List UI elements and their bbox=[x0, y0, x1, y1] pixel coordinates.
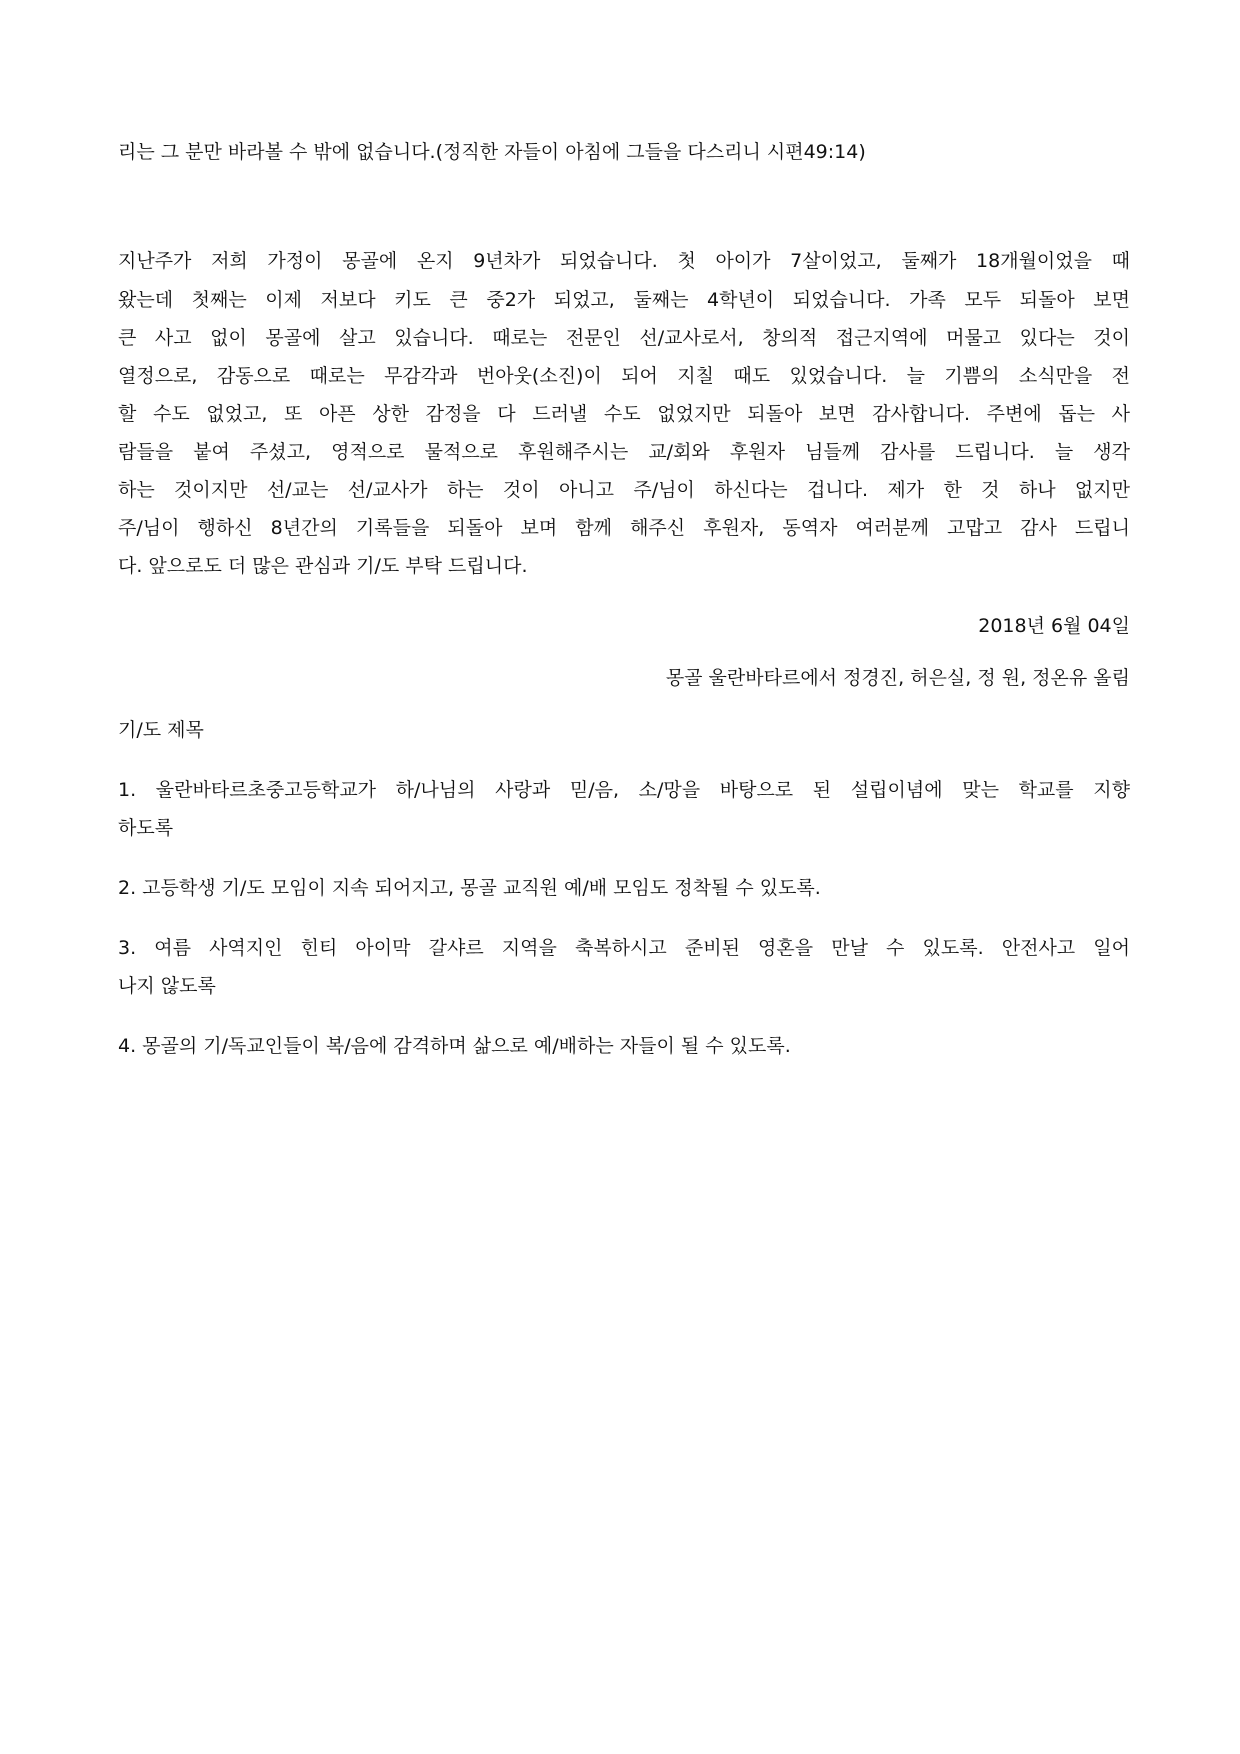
prayer-item-line: 하도록 bbox=[118, 817, 174, 839]
letter-date: 2018년 6월 04일 bbox=[978, 615, 1130, 637]
prayer-item-line: 3. 여름 사역지인 힌티 아이막 갈샤르 지역을 축복하시고 준비된 영혼을 만날 수 있도록. 안전사고 일어 bbox=[118, 937, 1130, 959]
letter-line: 람들을 붙여 주셨고, 영적으로 물적으로 후원해주시는 교/회와 후원자 님들께 감사를 드립니다. 늘 생각 bbox=[118, 441, 1130, 463]
letter-line: 할 수도 없었고, 또 아픈 상한 감정을 다 드러낼 수도 없었지만 되돌아 보면 감사합니다. 주변에 돕는 사 bbox=[118, 403, 1130, 425]
prayer-heading: 기/도 제목 bbox=[118, 719, 204, 741]
letter-line: 주/님이 행하신 8년간의 기록들을 되돌아 보며 함께 해주신 후원자, 동역자 여러분께 고맙고 감사 드립니 bbox=[118, 517, 1130, 539]
prayer-item-line: 2. 고등학생 기/도 모임이 지속 되어지고, 몽골 교직원 예/배 모임도 정착될 수 있도록. bbox=[118, 877, 821, 899]
letter-line: 하는 것이지만 선/교는 선/교사가 하는 것이 아니고 주/님이 하신다는 겁니다. 제가 한 것 하나 없지만 bbox=[118, 479, 1130, 501]
letter-line: 다. 앞으로도 더 많은 관심과 기/도 부탁 드립니다. bbox=[118, 555, 528, 577]
letter-line: 큰 사고 없이 몽골에 살고 있습니다. 때로는 전문인 선/교사로서, 창의적 접근지역에 머물고 있다는 것이 bbox=[118, 327, 1130, 349]
prayer-item-line: 1. 울란바타르초중고등학교가 하/나님의 사랑과 믿/음, 소/망을 바탕으로 된 설립이념에 맞는 학교를 지향 bbox=[118, 779, 1130, 801]
intro-line: 리는 그 분만 바라볼 수 밖에 없습니다.(정직한 자들이 아침에 그들을 다스리니 시편49:14) bbox=[118, 141, 866, 163]
letter-line: 왔는데 첫째는 이제 저보다 키도 큰 중2가 되었고, 둘째는 4학년이 되었습니다. 가족 모두 되돌아 보면 bbox=[118, 289, 1130, 311]
prayer-item-line: 4. 몽골의 기/독교인들이 복/음에 감격하며 삶으로 예/배하는 자들이 될 수 있도록. bbox=[118, 1035, 791, 1057]
letter-line: 열정으로, 감동으로 때로는 무감각과 번아웃(소진)이 되어 지칠 때도 있었습니다. 늘 기쁨의 소식만을 전 bbox=[118, 365, 1130, 387]
letter-signature: 몽골 울란바타르에서 정경진, 허은실, 정 원, 정온유 올림 bbox=[665, 667, 1130, 689]
letter-line: 지난주가 저희 가정이 몽골에 온지 9년차가 되었습니다. 첫 아이가 7살이었고, 둘째가 18개월이었을 때 bbox=[118, 250, 1130, 272]
prayer-item-line: 나지 않도록 bbox=[118, 975, 216, 997]
